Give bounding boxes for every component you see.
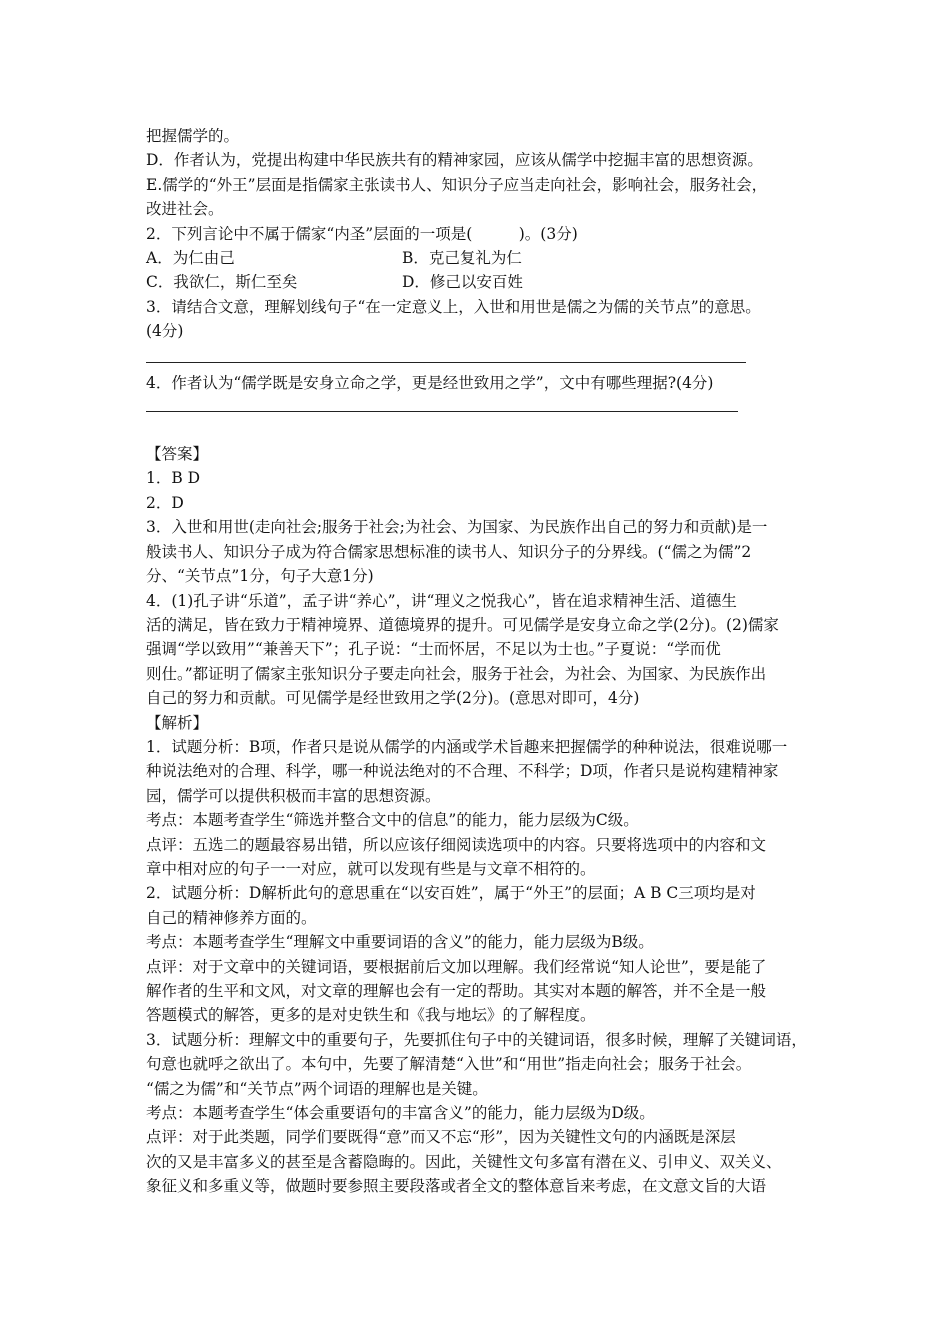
text-line: 改进社会。 (146, 200, 224, 219)
question-3-score: (4分) (146, 322, 184, 341)
choice-c: C．我欲仁，斯仁至矣 (146, 273, 298, 292)
answer-line: 4．(1)孔子讲“乐道”，孟子讲“养心”，讲“理义之悦我心”，皆在追求精神生活、道德生 (146, 591, 737, 610)
analysis-line: 点评：对于文章中的关键词语，要根据前后文加以理解。我们经常说“知人论世”，要是能了 (146, 957, 767, 976)
answer-line: 自己的努力和贡献。可见儒学是经世致用之学(2分)。(意思对即可，4分) (146, 689, 640, 708)
analysis-heading: 【解析】 (146, 713, 209, 732)
choice-a: A．为仁由己 (146, 249, 235, 268)
answer-line: 强调“学以致用”“兼善天下”；孔子说：“士而怀居，不足以为士也。”子夏说：“学而优 (146, 640, 721, 659)
analysis-line: 考点：本题考查学生“筛选并整合文中的信息”的能力，能力层级为C级。 (146, 811, 639, 830)
choice-row (146, 270, 814, 294)
question-3: 3．请结合文意，理解划线句子“在一定意义上，入世和用世是儒之为儒的关节点”的意思。 (146, 297, 761, 316)
analysis-line: 自己的精神修养方面的。 (146, 908, 317, 927)
document-content (146, 124, 814, 1199)
analysis-line: 考点：本题考查学生“理解文中重要词语的含义”的能力，能力层级为B级。 (146, 933, 654, 952)
answers-section (146, 442, 814, 710)
analysis-line: 2．试题分析：D解析此句的意思重在“以安百姓”，属于“外王”的层面；A B C三项均是对 (146, 884, 756, 903)
analysis-section (146, 711, 814, 1199)
analysis-line: 种说法绝对的合理、科学，哪一种说法绝对的不合理、不科学；D项，作者只是说构建精神家 (146, 762, 779, 781)
analysis-line: 点评：五选二的题最容易出错，所以应该仔细阅读选项中的内容。只要将选项中的内容和文 (146, 835, 767, 854)
choice-d: D．修己以安百姓 (402, 273, 523, 292)
answer-line: 3．入世和用世(走向社会;服务于社会;为社会、为国家、为民族作出自己的努力和贡献)是一 (146, 518, 768, 537)
answers-heading: 【答案】 (146, 445, 209, 464)
text-line: D．作者认为，党提出构建中华民族共有的精神家园，应该从儒学中挖掘丰富的思想资源。 (146, 151, 763, 170)
choice-b: B．克己复礼为仁 (402, 249, 522, 268)
answer-line: 活的满足，皆在致力于精神境界、道德境界的提升。可见儒学是安身立命之学(2分)。(2)儒家 (146, 615, 779, 634)
analysis-line: 章中相对应的句子一一对应，就可以发现有些是与文章不相符的。 (146, 859, 596, 878)
text-line: 把握儒学的。 (146, 127, 240, 145)
question-2: 2．下列言论中不属于儒家“内圣”层面的一项是( )。(3分) (146, 224, 578, 243)
analysis-line: “儒之为儒”和“关节点”两个词语的理解也是关键。 (146, 1079, 488, 1098)
answer-line: 分、“关节点”1分，句子大意1分) (146, 567, 374, 586)
text-line: E.儒学的“外王”层面是指儒家主张读书人、知识分子应当走向社会，影响社会，服务社会， (146, 175, 768, 194)
answer-line: 2．D (146, 493, 184, 512)
analysis-line: 次的又是丰富多义的甚至是含蓄隐晦的。因此，关键性文句多富有潜在义、引申义、双关义、 (146, 1152, 782, 1171)
analysis-line: 3．试题分析：理解文中的重要句子，先要抓住句子中的关键词语，很多时候，理解了关键词语， (146, 1030, 807, 1049)
choice-row (146, 246, 814, 270)
analysis-line: 考点：本题考查学生“体会重要语句的丰富含义”的能力，能力层级为D级。 (146, 1104, 655, 1123)
questions-section (146, 124, 814, 412)
analysis-line: 句意也就呼之欲出了。本句中，先要了解清楚“入世”和“用世”指走向社会；服务于社会。 (146, 1055, 752, 1074)
analysis-line: 1．试题分析：B项，作者只是说从儒学的内涵或学术旨趣来把握儒学的种种说法，很难说哪一 (146, 737, 788, 756)
analysis-line: 答题模式的解答，更多的是对史铁生和《我与地坛》的了解程度。 (146, 1006, 596, 1025)
analysis-line: 园，儒学可以提供积极而丰富的思想资源。 (146, 786, 441, 805)
answer-line: 则仕。”都证明了儒家主张知识分子要走向社会，服务于社会，为社会、为国家、为民族作出 (146, 664, 767, 683)
analysis-line: 解作者的生平和文风，对文章的理解也会有一定的帮助。其实对本题的解答，并不全是一般 (146, 982, 767, 1000)
analysis-line: 点评：对于此类题，同学们要既得“意”而又不忘“形”，因为关键性文句的内涵既是深层 (146, 1128, 736, 1147)
question-4: 4．作者认为“儒学既是安身立命之学，更是经世致用之学”，文中有哪些理据?(4分) (146, 373, 714, 392)
answer-line: 般读书人、知识分子成为符合儒家思想标准的读书人、知识分子的分界线。(“儒之为儒”2 (146, 542, 752, 561)
analysis-line: 象征义和多重义等，做题时要参照主要段落或者全文的整体意旨来考虑，在文意文旨的大语 (146, 1177, 767, 1196)
answer-line: 1．B D (146, 469, 201, 488)
